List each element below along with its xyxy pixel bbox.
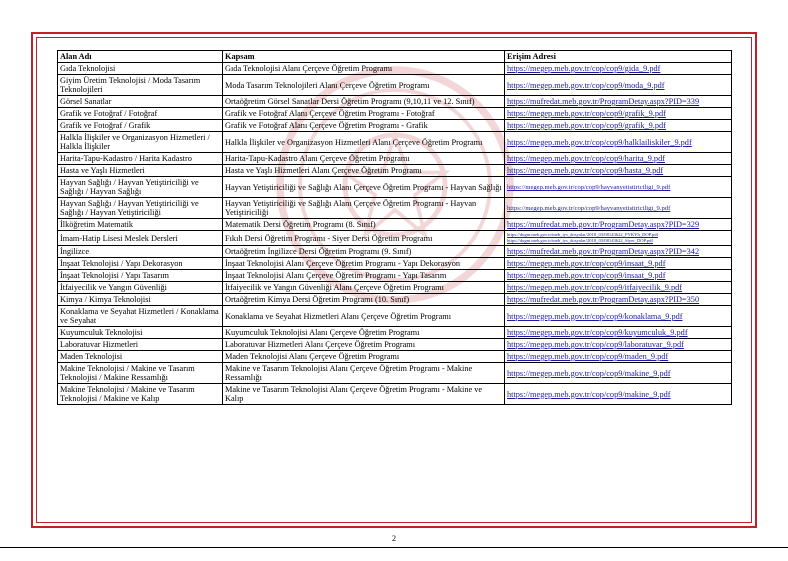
cell-erisim-adresi [505,165,732,177]
table-row [58,339,732,351]
page-number: 2 [392,534,396,543]
link-erisim-adresi[interactable]: https://megep.meb.gov.tr/cop/cop9/makine_9.pdf [507,389,671,399]
cell-erisim-adresi [505,198,732,219]
link-erisim-adresi[interactable]: https://dogm.meb.gov.tr/meb_iys_dosyalar/2018_03/08143622_FYKYh_DOP.pdf [507,232,659,237]
link-erisim-adresi[interactable]: https://megep.meb.gov.tr/cop/cop9/hayvanyetistiriciligi_9.pdf [507,184,671,191]
link-erisim-adresi[interactable]: https://megep.meb.gov.tr/cop/cop9/maden_9.pdf [507,352,669,361]
table-row [58,63,732,75]
link-erisim-adresi[interactable]: https://megep.meb.gov.tr/cop/cop9/insaat_9.pdf [507,271,666,280]
cell-alan-adi: Kimya / Kimya Teknolojisi [58,294,223,306]
table-row [58,198,732,219]
cell-kapsam: Makine ve Tasarım Teknolojisi Alanı Çerçeve Öğretim Programı - Makine Ressamlığı [223,363,505,384]
cell-kapsam: Kuyumculuk Teknolojisi Alanı Çerçeve Öğretim Programı [223,327,505,339]
link-erisim-adresi[interactable]: https://megep.meb.gov.tr/cop/cop9/hayvanyetistiriciligi_9.pdf [507,205,671,212]
cell-kapsam: Ortaöğretim Kimya Dersi Öğretim Programı (10. Sınıf) [223,294,505,306]
cell-erisim-adresi [505,282,732,294]
link-erisim-adresi-secondary[interactable]: https://dogm.meb.gov.tr/meb_iys_dosyalar/2018_03/08143622_Siyer_DOP.pdf [507,238,653,243]
cell-erisim-adresi [505,231,732,246]
cell-alan-adi: Grafik ve Fotoğraf / Grafik [58,120,223,132]
cell-erisim-adresi [505,177,732,198]
table-row [58,75,732,96]
link-erisim-adresi[interactable]: https://megep.meb.gov.tr/cop/cop9/harita_9.pdf [507,154,665,163]
table-row [58,231,732,246]
header-erisim-adresi: Erişim Adresi [505,51,732,63]
link-erisim-adresi[interactable]: https://megep.meb.gov.tr/cop/cop9/hasta_9.pdf [507,166,664,175]
cell-kapsam: Hayvan Yetiştiriciliği ve Sağlığı Alanı Çerçeve Öğretim Programı - Hayvan Sağlığı [223,177,505,198]
link-erisim-adresi[interactable]: https://megep.meb.gov.tr/cop/cop9/konaklama_9.pdf [507,311,683,321]
cell-alan-adi: Grafik ve Fotoğraf / Fotoğraf [58,108,223,120]
link-erisim-adresi[interactable]: https://mufredat.meb.gov.tr/ProgramDetay.aspx?PID=339 [507,97,700,106]
cell-kapsam: Ortaöğretim İngilizce Dersi Öğretim Programı (9. Sınıf) [223,246,505,258]
cell-erisim-adresi [505,363,732,384]
cell-kapsam: Halkla İlişkiler ve Organizasyon Hizmetleri Alanı Çerçeve Öğretim Programı [223,132,505,153]
cell-erisim-adresi [505,339,732,351]
cell-alan-adi: Laboratuvar Hizmetleri [58,339,223,351]
link-erisim-adresi[interactable]: https://megep.meb.gov.tr/cop/cop9/grafik_9.pdf [507,121,666,130]
table-row [58,384,732,405]
cell-kapsam: Ortaöğretim Görsel Sanatlar Dersi Öğretim Programı (9,10,11 ve 12. Sınıf) [223,96,505,108]
table-row [58,219,732,231]
cell-kapsam: Hasta ve Yaşlı Hizmetleri Alanı Çerçeve Öğretim Programı [223,165,505,177]
cell-kapsam: İtfaiyecilik ve Yangın Güvenliği Alanı Çerçeve Öğretim Programı [223,282,505,294]
header-kapsam: Kapsam [223,51,505,63]
cell-kapsam: Makine ve Tasarım Teknolojisi Alanı Çerçeve Öğretim Programı - Makine ve Kalıp [223,384,505,405]
table-row [58,246,732,258]
cell-erisim-adresi [505,108,732,120]
table-row [58,96,732,108]
cell-alan-adi: Maden Teknolojisi [58,351,223,363]
table-row [58,153,732,165]
table-row [58,351,732,363]
cell-alan-adi: Hayvan Sağlığı / Hayvan Yetiştiriciliği ve Sağlığı / Hayvan Sağlığı [58,177,223,198]
cell-alan-adi: Hayvan Sağlığı / Hayvan Yetiştiriciliği ve Sağlığı / Hayvan Yetiştiriciliği [58,198,223,219]
cell-alan-adi: İnşaat Teknolojisi / Yapı Dekorasyon [58,258,223,270]
programs-table [57,50,732,405]
cell-erisim-adresi [505,258,732,270]
table-row [58,132,732,153]
table-row [58,306,732,327]
cell-erisim-adresi [505,246,732,258]
link-erisim-adresi[interactable]: https://megep.meb.gov.tr/cop/cop9/moda_9.pdf [507,80,665,90]
table-row [58,270,732,282]
cell-alan-adi: Hasta ve Yaşlı Hizmetleri [58,165,223,177]
table-header-row [58,51,732,63]
cell-kapsam: Matematik Dersi Öğretim Programı (8. Sınıf) [223,219,505,231]
cell-kapsam: Laboratuvar Hizmetleri Alanı Çerçeve Öğretim Programı [223,339,505,351]
link-erisim-adresi[interactable]: https://megep.meb.gov.tr/cop/cop9/laboratuvar_9.pdf [507,340,684,349]
link-erisim-adresi[interactable]: https://megep.meb.gov.tr/cop/cop9/halklailiskiler_9.pdf [507,137,692,147]
cell-erisim-adresi [505,294,732,306]
cell-alan-adi: Makine Teknolojisi / Makine ve Tasarım Teknolojisi / Makine Ressamlığı [58,363,223,384]
link-erisim-adresi[interactable]: https://megep.meb.gov.tr/cop/cop9/insaat_9.pdf [507,259,666,268]
cell-alan-adi: Konaklama ve Seyahat Hizmetleri / Konaklama ve Seyahat [58,306,223,327]
cell-kapsam: Fıkıh Dersi Öğretim Programı - Siyer Dersi Öğretim Programı [223,231,505,246]
cell-erisim-adresi [505,75,732,96]
table-row [58,177,732,198]
cell-kapsam: İnşaat Teknolojisi Alanı Çerçeve Öğretim Programı - Yapı Tasarım [223,270,505,282]
table-row [58,282,732,294]
header-alan-adi: Alan Adı [58,51,223,63]
cell-alan-adi: İngilizce [58,246,223,258]
cell-alan-adi: Harita-Tapu-Kadastro / Harita Kadastro [58,153,223,165]
table-row [58,327,732,339]
table-row [58,294,732,306]
cell-kapsam: Moda Tasarım Teknolojileri Alanı Çerçeve Öğretim Programı [223,75,505,96]
cell-kapsam: Harita-Tapu-Kadastro Alanı Çerçeve Öğretim Programı [223,153,505,165]
link-erisim-adresi[interactable]: https://mufredat.meb.gov.tr/ProgramDetay.aspx?PID=342 [507,247,700,256]
cell-erisim-adresi [505,96,732,108]
cell-kapsam: Maden Teknolojisi Alanı Çerçeve Öğretim Programı [223,351,505,363]
cell-alan-adi: Makine Teknolojisi / Makine ve Tasarım Teknolojisi / Makine ve Kalıp [58,384,223,405]
cell-alan-adi: Giyim Üretim Teknolojisi / Moda Tasarım Teknolojileri [58,75,223,96]
cell-alan-adi: Gıda Teknolojisi [58,63,223,75]
link-erisim-adresi[interactable]: https://mufredat.meb.gov.tr/ProgramDetay.aspx?PID=329 [507,220,700,229]
cell-kapsam: Konaklama ve Seyahat Hizmetleri Alanı Çerçeve Öğretim Programı [223,306,505,327]
cell-alan-adi: İtfaiyecilik ve Yangın Güvenliği [58,282,223,294]
table-row [58,120,732,132]
table-row [58,258,732,270]
table-row [58,108,732,120]
cell-kapsam: Hayvan Yetiştiriciliği ve Sağlığı Alanı Çerçeve Öğretim Programı - Hayvan Yetiştiriciliği [223,198,505,219]
cell-kapsam: İnşaat Teknolojisi Alanı Çerçeve Öğretim Programı - Yapı Dekorasyon [223,258,505,270]
cell-alan-adi: Halkla İlişkiler ve Organizasyon Hizmetleri / Halkla İlişkiler [58,132,223,153]
cell-erisim-adresi [505,63,732,75]
link-erisim-adresi[interactable]: https://megep.meb.gov.tr/cop/cop9/makine_9.pdf [507,368,671,378]
cell-erisim-adresi [505,384,732,405]
link-erisim-adresi[interactable]: https://megep.meb.gov.tr/cop/cop9/grafik_9.pdf [507,109,666,118]
cell-kapsam: Grafik ve Fotoğraf Alanı Çerçeve Öğretim Programı - Fotoğraf [223,108,505,120]
cell-alan-adi: İnşaat Teknolojisi / Yapı Tasarım [58,270,223,282]
cell-alan-adi: İlköğretim Matematik [58,219,223,231]
footer-divider [0,547,788,548]
cell-erisim-adresi [505,219,732,231]
link-erisim-adresi[interactable]: https://megep.meb.gov.tr/cop/cop9/itfaiyecilik_9.pdf [507,283,683,292]
cell-erisim-adresi [505,306,732,327]
link-erisim-adresi[interactable]: https://megep.meb.gov.tr/cop/cop9/gida_9.pdf [507,64,661,73]
cell-alan-adi: Görsel Sanatlar [58,96,223,108]
cell-alan-adi: Kuyumculuk Teknolojisi [58,327,223,339]
link-erisim-adresi[interactable]: https://megep.meb.gov.tr/cop/cop9/kuyumculuk_9.pdf [507,328,688,337]
cell-alan-adi: İmam-Hatip Lisesi Meslek Dersleri [58,231,223,246]
cell-erisim-adresi [505,153,732,165]
cell-kapsam: Grafik ve Fotoğraf Alanı Çerçeve Öğretim Programı - Grafik [223,120,505,132]
cell-erisim-adresi [505,327,732,339]
cell-erisim-adresi [505,351,732,363]
table-row [58,165,732,177]
cell-erisim-adresi [505,120,732,132]
table-row [58,363,732,384]
cell-erisim-adresi [505,270,732,282]
cell-erisim-adresi [505,132,732,153]
cell-kapsam: Gıda Teknolojisi Alanı Çerçeve Öğretim Programı [223,63,505,75]
link-erisim-adresi[interactable]: https://mufredat.meb.gov.tr/ProgramDetay.aspx?PID=350 [507,295,700,304]
